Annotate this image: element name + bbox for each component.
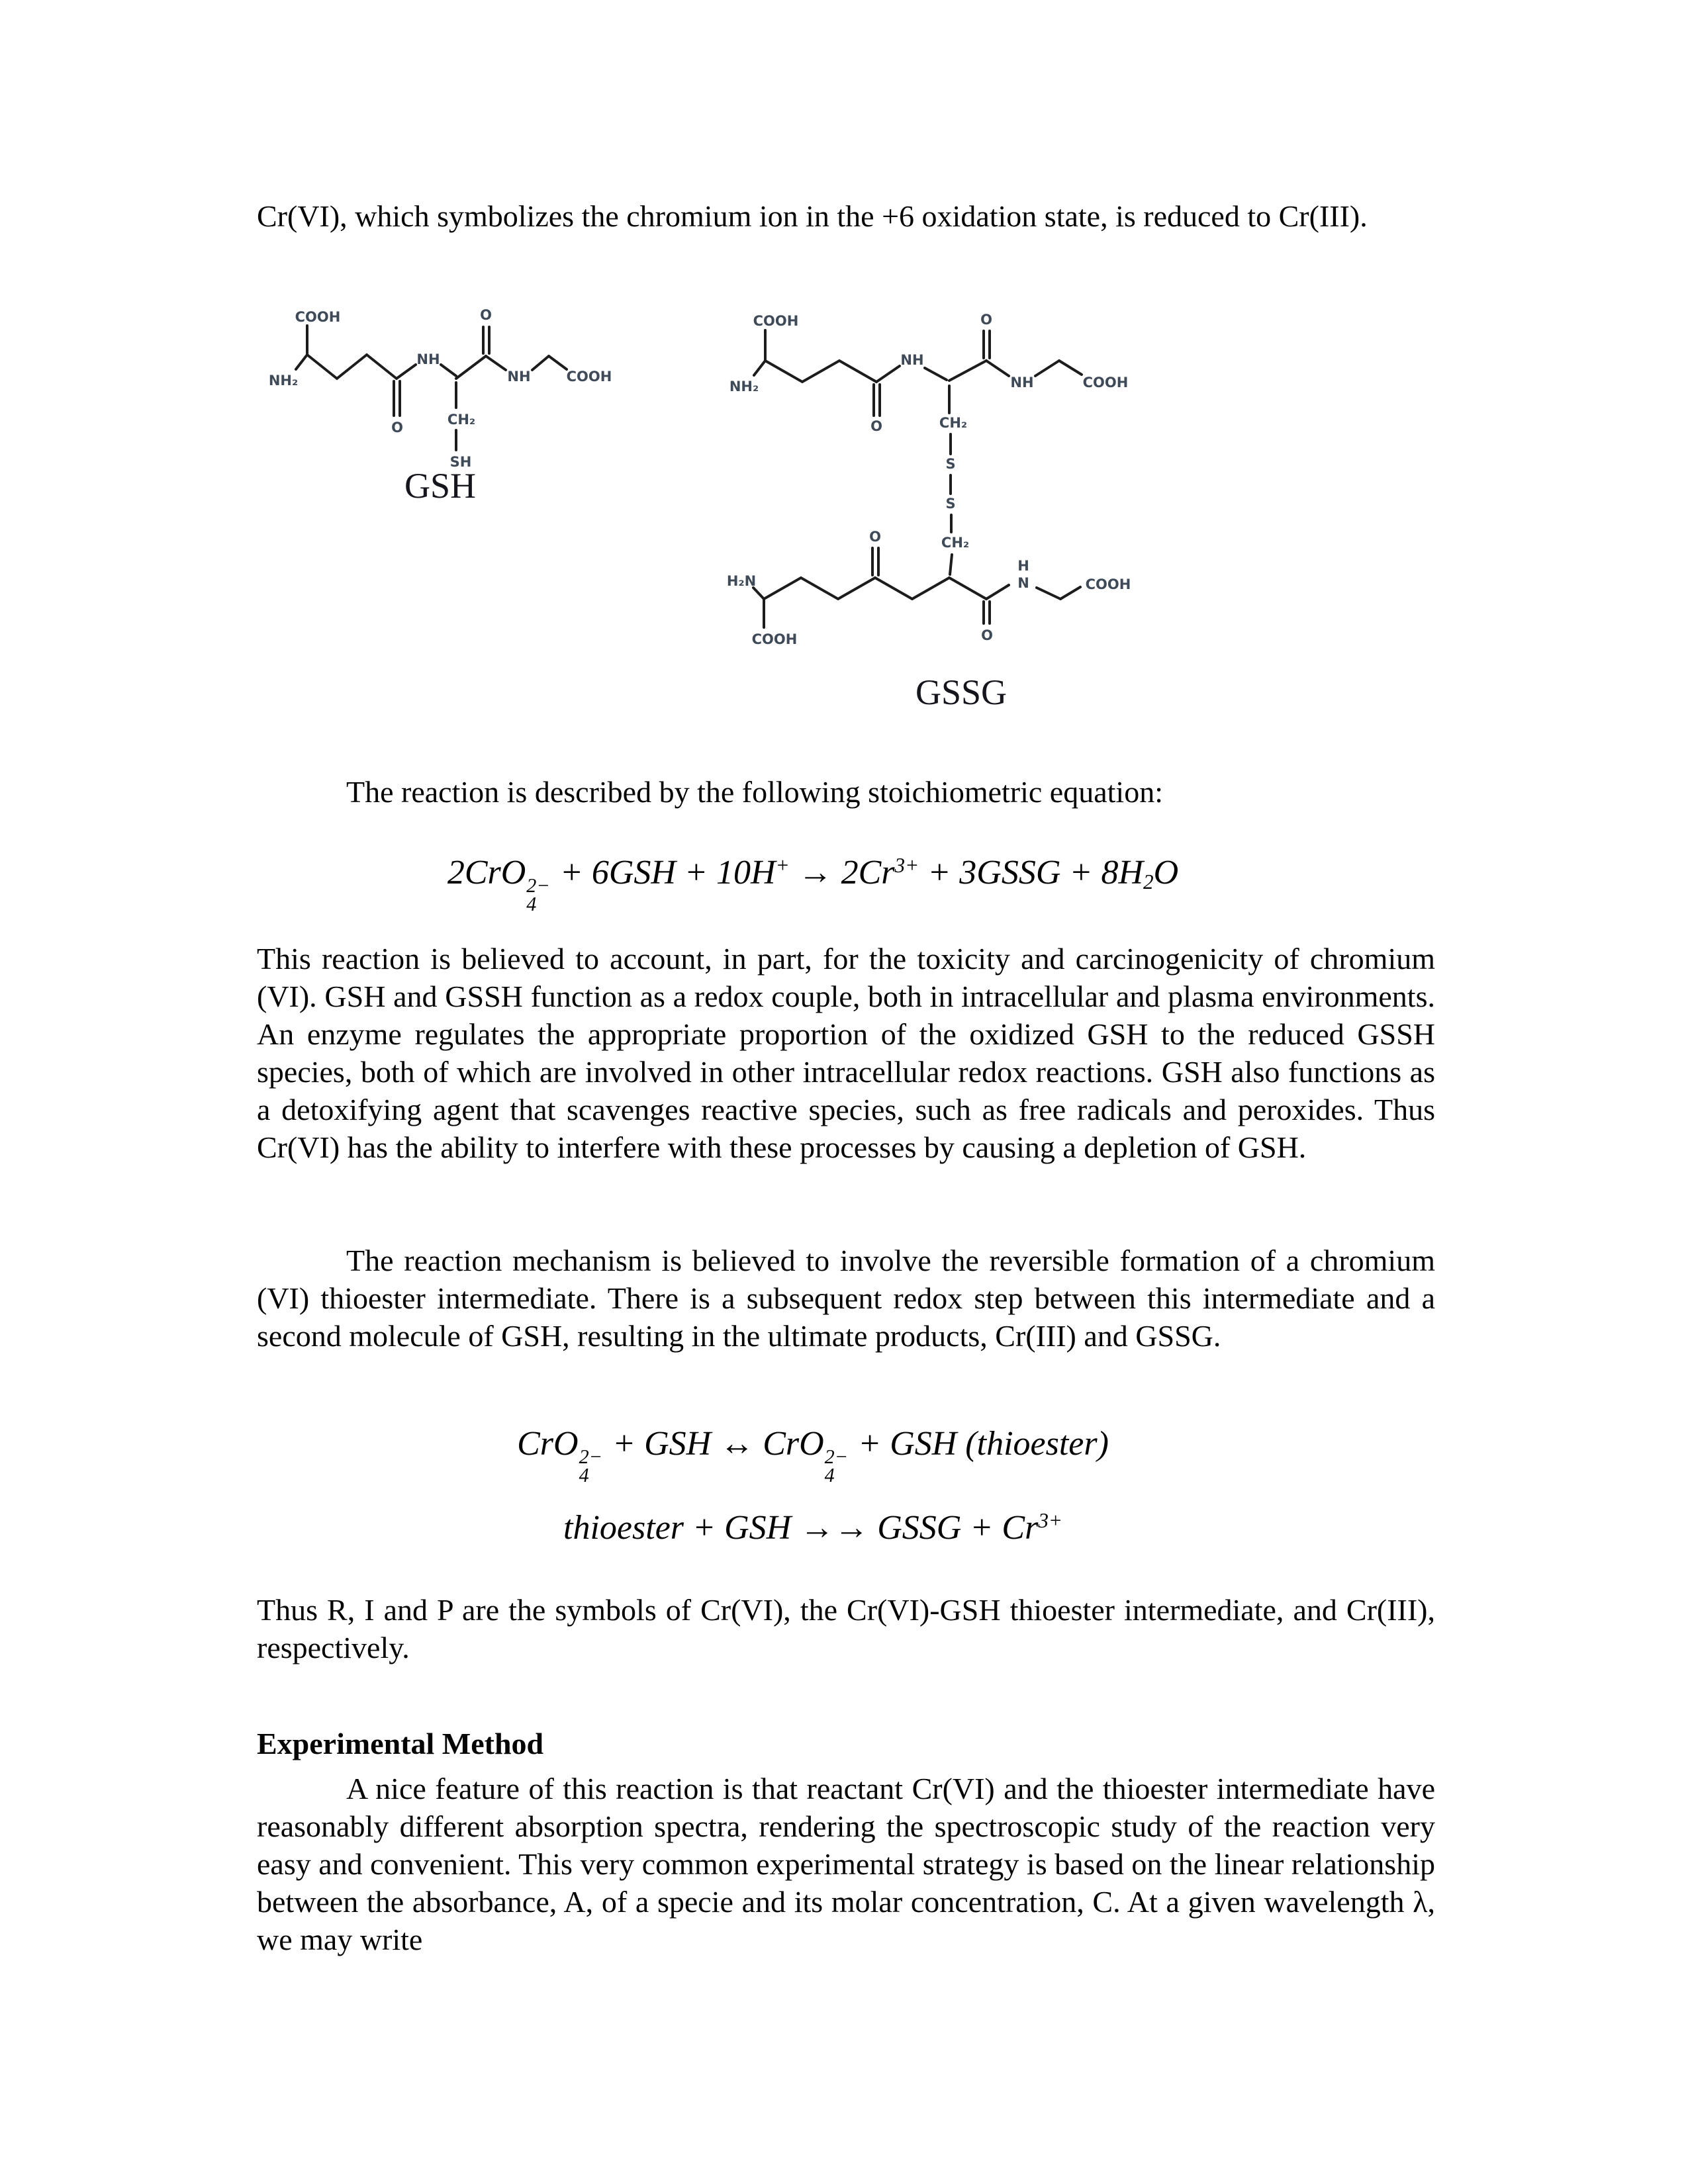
atom-o-top-right: O bbox=[980, 312, 992, 328]
atom-ch2: CH₂ bbox=[447, 412, 476, 428]
atom-s-upper: S bbox=[945, 456, 956, 472]
atom-cooh-bottom-right: COOH bbox=[1085, 576, 1131, 592]
gsh-atom-labels bbox=[269, 307, 612, 470]
atom-o-bottom-left: O bbox=[869, 529, 881, 545]
atom-nh-mid: NH bbox=[416, 351, 440, 367]
atom-nh-top-right: NH bbox=[1010, 375, 1034, 390]
paragraph-equation-lead-in: The reaction is described by the following stoichiometric equation: bbox=[346, 775, 1163, 809]
gsh-structure bbox=[265, 298, 635, 510]
paragraph-toxicity: This reaction is believed to account, in part, for the toxicity and carcinogenicity of chromium (VI). GSH and GSSH function as a redox couple, both in intracellular and plasma environments. An enzyme regulates the appropriate proportion of the oxidized GSH to the reduced GSSH species, both of which are involved in other intracellular redox reactions. GSH also functions as a detoxifying agent that scavenges reactive species, such as free radicals and peroxides. Thus Cr(VI) has the ability to interfere with these processes by causing a depletion of GSH. bbox=[257, 942, 1435, 1164]
paragraph-symbols: Thus R, I and P are the symbols of Cr(VI), the Cr(VI)-GSH thioester intermediate, and Cr(III), respectively. bbox=[257, 1593, 1435, 1664]
equation-thioester-formation: CrO 2− 4 + GSH ↔ CrO 2− 4 + GSH (thioester) bbox=[517, 1425, 1109, 1487]
equation-redox-step: thioester + GSH →→ GSSG + $Cr^{3+}$ bbox=[563, 1509, 1062, 1547]
atom-cooh-left: COOH bbox=[295, 309, 341, 325]
atom-ch2-lower: CH₂ bbox=[941, 535, 970, 551]
atom-h-bottom: H bbox=[1017, 558, 1029, 574]
atom-o-mid: O bbox=[391, 420, 403, 435]
atom-cooh-bottom-left: COOH bbox=[751, 631, 798, 647]
atom-ch2-upper: CH₂ bbox=[939, 415, 968, 431]
atom-o-right: O bbox=[480, 307, 492, 323]
atom-o-bottom-right: O bbox=[981, 627, 993, 643]
atom-cooh-right: COOH bbox=[566, 369, 612, 385]
atom-o-top-mid: O bbox=[870, 418, 882, 434]
atom-cooh-top-right: COOH bbox=[1082, 375, 1129, 390]
section-heading: Experimental Method bbox=[257, 1727, 544, 1760]
gsh-caption: GSH bbox=[404, 466, 477, 506]
atom-nh2: NH₂ bbox=[268, 373, 299, 388]
atom-sh: SH bbox=[449, 454, 472, 470]
gssg-structure bbox=[715, 298, 1205, 728]
atom-nh2-top: NH₂ bbox=[729, 379, 759, 394]
atom-n-bottom: N bbox=[1017, 575, 1029, 591]
gssg-caption: GSSG bbox=[915, 672, 1008, 712]
equation-stoichiometric: 2CrO 2− 4 + $6GSH + 10H^+ \to 2Cr^{3+}$ + 3GSSG + $8H_2O$ bbox=[447, 854, 1179, 916]
paragraph-feature: A nice feature of this reaction is that reactant Cr(VI) and the thioester intermediate have reasonably different absorption spectra, rendering the spectroscopic study of the reaction very easy and convenient. This very common experimental strategy is based on the linear relationship between the absorbance, A, of a specie and its molar concentration, C. At a given wavelength λ, we may write bbox=[257, 1772, 1435, 1956]
atom-nh-right: NH bbox=[507, 369, 531, 385]
gsh-bonds bbox=[296, 326, 567, 450]
atom-cooh-top-left: COOH bbox=[753, 313, 799, 329]
atom-s-lower: S bbox=[945, 496, 956, 512]
paragraph-intro: Cr(VI), which symbolizes the chromium ion in the +6 oxidation state, is reduced to Cr(III). bbox=[257, 199, 1368, 233]
atom-h2n-bottom: H₂N bbox=[726, 573, 757, 589]
atom-nh-top-mid: NH bbox=[900, 352, 924, 368]
gssg-atom-labels bbox=[727, 312, 1131, 647]
paragraph-mechanism: The reaction mechanism is believed to involve the reversible formation of a chromium (VI) thioester intermediate. There is a subsequent redox step between this intermediate and a second molecule of GSH, resulting in the ultimate products, Cr(III) and GSSG. bbox=[257, 1244, 1435, 1353]
